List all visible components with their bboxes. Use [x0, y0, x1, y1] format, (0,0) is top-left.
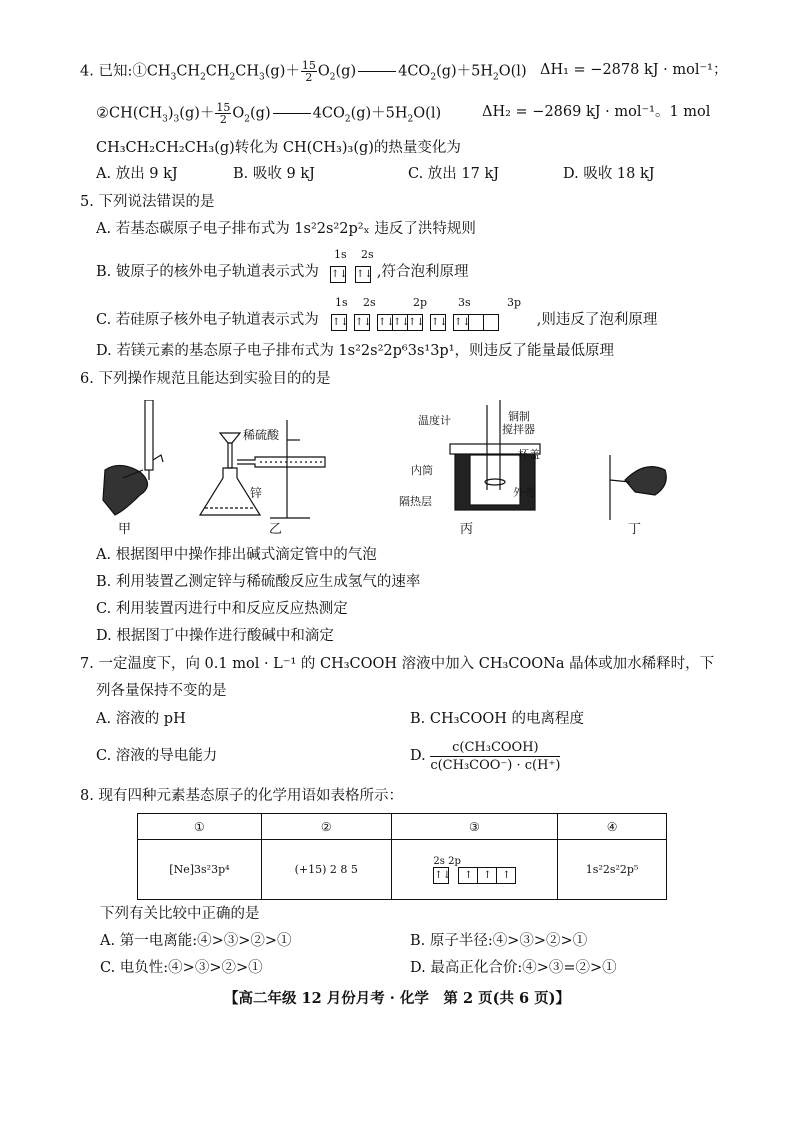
label-insulation: 隔热层 — [399, 495, 432, 508]
q7-option-c: C. 溶液的导电能力 — [96, 748, 218, 764]
q8-option-b: B. 原子半径:④>③>②>① — [410, 933, 588, 949]
q8-option-a: A. 第一电离能:④>③>②>① — [100, 933, 292, 949]
orbital-label: 3s — [458, 296, 471, 309]
q4-option-a: A. 放出 9 kJ — [96, 166, 178, 182]
q8-header: ④ — [558, 814, 667, 840]
label-stirrer-2: 搅拌器 — [502, 423, 535, 436]
label-ding: 丁 — [628, 522, 642, 537]
label-jia: 甲 — [118, 522, 132, 537]
q8-cell-4: 1s²2s²2p⁵ — [558, 840, 667, 900]
orbital-label: 2s — [361, 248, 374, 261]
q6-option-a: A. 根据图甲中操作排出碱式滴定管中的气泡 — [96, 547, 377, 563]
q5-b-prefix: B. 铍原子的核外电子轨道表示式为 — [96, 264, 319, 280]
orbital-box: ↑↓ — [355, 266, 371, 283]
q4-option-c: C. 放出 17 kJ — [408, 166, 500, 182]
q7-stem-2: 列各量保持不变的是 — [96, 683, 227, 699]
q8-sub-stem: 下列有关比较中正确的是 — [100, 906, 260, 922]
q4-line1: 4. 已知$:①CH_3CH_2CH_2CH_3(g)+$ $\frac{15}{2}$ $O_2(g)$ $4CO_2(g)+5H_2O(l)$ — [80, 59, 527, 84]
label-bing: 丙 — [460, 522, 474, 537]
q5-stem: 5. 下列说法错误的是 — [80, 194, 215, 210]
q4-line3: CH₃CH₂CH₂CH₃(g)转化为 CH(CH₃)₃(g)的热量变化为 — [96, 140, 461, 156]
q8-header: ② — [261, 814, 391, 840]
q4-option-d: D. 吸收 18 kJ — [563, 166, 655, 182]
label-inner: 内筒 — [411, 464, 433, 477]
q8-header: ① — [138, 814, 262, 840]
q5-option-d: D. 若镁元素的基态原子电子排布式为 1s²2s²2p⁶3s¹3p¹，则违反了能量最低原理 — [96, 343, 615, 359]
q7-d-denominator: c(CH₃COO⁻) · c(H⁺) — [430, 757, 561, 773]
label-lid: 杯盖 — [518, 448, 540, 461]
q5-c-suffix: ,则违反了泡利原理 — [536, 312, 658, 328]
q5-c-prefix: C. 若硅原子核外电子轨道表示式为 — [96, 312, 319, 328]
figure-ding-hand — [610, 455, 666, 520]
q4-line1-prefix: 4. 已知:①CH — [80, 63, 171, 80]
page-footer: 【高二年级 12 月份月考 · 化学 第 2 页(共 6 页)】 — [223, 990, 570, 1007]
q4-dh2: ΔH₂ = −2869 kJ · mol⁻¹。1 mol — [482, 104, 711, 120]
q8-cell-3: 2s 2p ↑↓ ↑ ↑ ↑ — [391, 840, 557, 900]
q4-option-b: B. 吸收 9 kJ — [233, 166, 315, 182]
q6-figures — [95, 400, 675, 530]
orbital-label: 1s — [335, 296, 348, 309]
q6-option-b: B. 利用装置乙测定锌与稀硫酸反应生成氢气的速率 — [96, 574, 421, 590]
q8-header: ③ — [391, 814, 557, 840]
q7-option-d — [410, 738, 560, 774]
q8-option-d: D. 最高正化合价:④>③=②>① — [410, 960, 617, 976]
q4-dh1: ΔH₁ = −2878 kJ · mol⁻¹； — [540, 62, 728, 78]
q5-option-a: A. 若基态碳原子电子排布式为 1s²2s²2p²ₓ 违反了洪特规则 — [96, 221, 476, 237]
q7-option-b: B. CH₃COOH 的电离程度 — [410, 711, 585, 727]
q7-stem-1: 7. 一定温度下，向 0.1 mol · L⁻¹ 的 CH₃COOH 溶液中加入 CH₃COONa 晶体或加水稀释时，下 — [80, 656, 715, 672]
q8-cell-2: (+15) 2 8 5 — [261, 840, 391, 900]
q8-table — [137, 813, 667, 900]
q8-stem: 8. 现有四种元素基态原子的化学用语如表格所示： — [80, 788, 403, 804]
orbital-label: 3p — [507, 296, 522, 309]
orbital-label: 1s — [334, 248, 347, 261]
q8-cell-3-labels: 2s 2p — [433, 855, 461, 867]
label-yi: 乙 — [269, 522, 283, 537]
label-shell: 外壳 — [513, 486, 535, 499]
q7-d-numerator: c(CH₃COOH) — [430, 739, 560, 757]
q5-b-suffix: ,符合泡利原理 — [376, 264, 469, 280]
label-thermometer: 温度计 — [418, 414, 451, 427]
figure-jia-burette — [103, 400, 163, 515]
q7-option-a: A. 溶液的 pH — [96, 711, 186, 727]
q8-option-c: C. 电负性:④>③>②>① — [100, 960, 263, 976]
label-zinc: 锌 — [250, 486, 263, 500]
q6-option-c: C. 利用装置丙进行中和反应反应热测定 — [96, 601, 348, 617]
q6-stem: 6. 下列操作规范且能达到实验目的的是 — [80, 371, 331, 387]
q4-line2: $②CH(CH_3)_3(g)+$ $\frac{15}{2}$ $O_2(g)$ $4CO_2(g)+5H_2O(l)$ — [96, 101, 442, 126]
orbital-label: 2p — [413, 296, 428, 309]
q5-option-b — [96, 262, 468, 282]
q6-option-d: D. 根据图丁中操作进行酸碱中和滴定 — [96, 628, 334, 644]
orbital-label: 2s — [363, 296, 376, 309]
label-acid: 稀硫酸 — [243, 428, 280, 442]
q7-d-prefix: D. — [410, 748, 426, 764]
orbital-box: ↑↓ — [330, 266, 346, 283]
q8-cell-1: [Ne]3s²3p⁴ — [138, 840, 262, 900]
label-stirrer-1: 铜制 — [508, 410, 530, 423]
